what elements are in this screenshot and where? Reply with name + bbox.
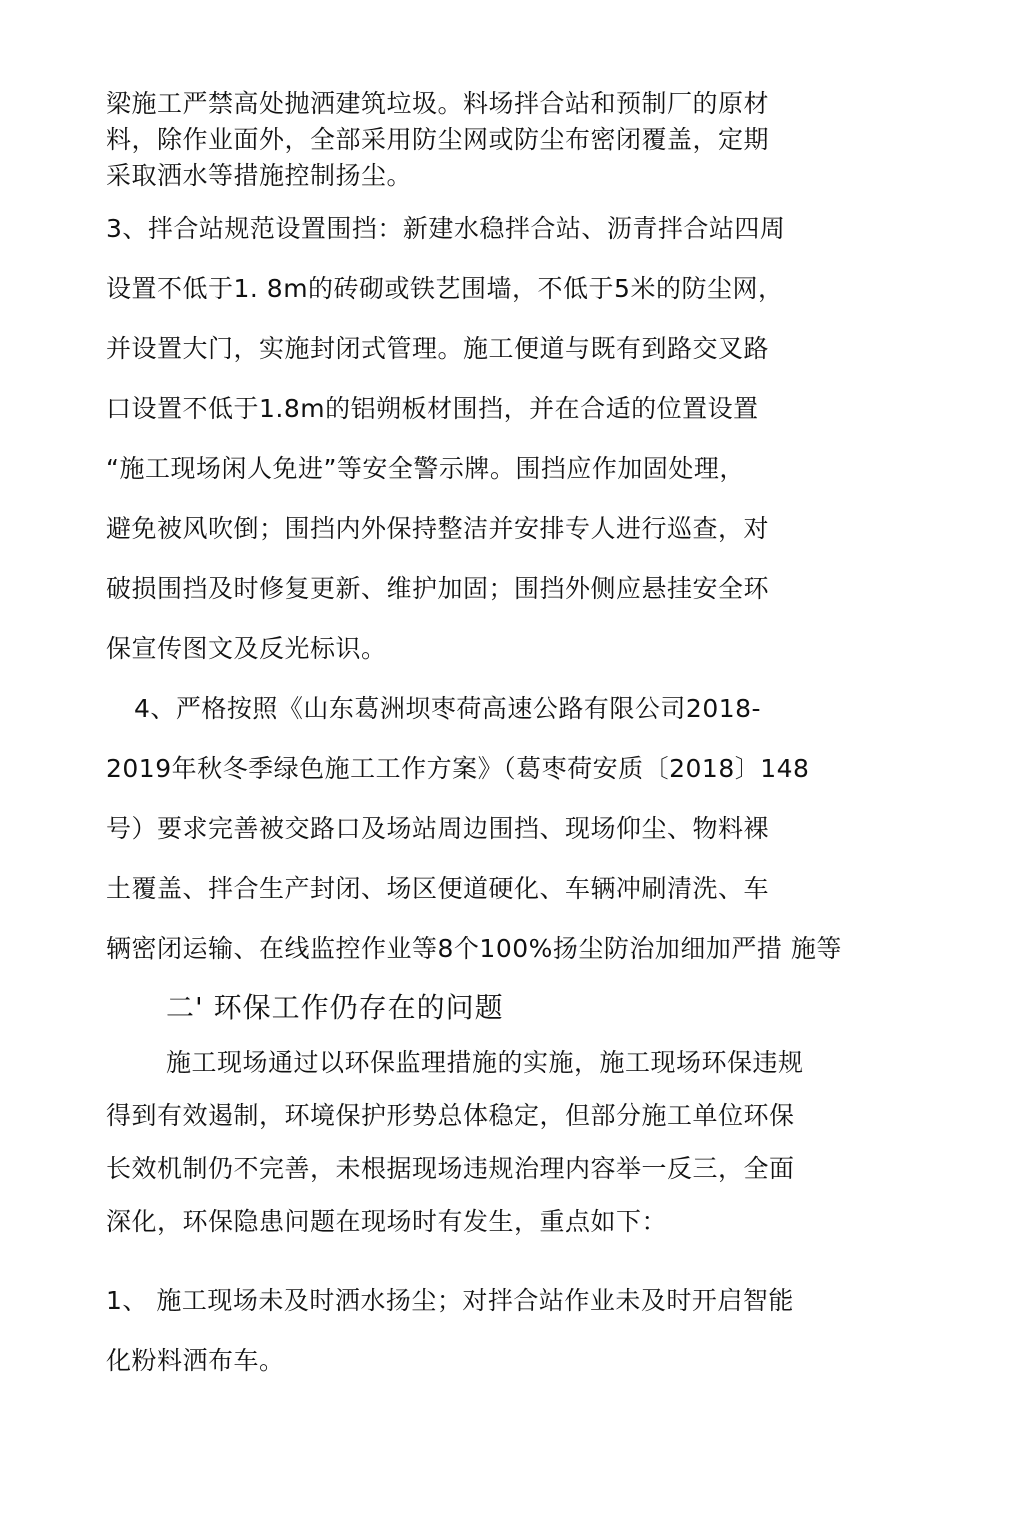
text-line: 深化，环保隐患问题在现场时有发生，重点如下： bbox=[106, 1207, 668, 1236]
text-line: 设置不低于1. 8m的砖砌或铁艺围墙，不低于5米的防尘网， bbox=[106, 274, 784, 303]
section-heading: 二' 环保工作仍存在的问题 bbox=[166, 991, 504, 1024]
text-line: 辆密闭运输、在线监控作业等8个100%扬尘防治加细加严措 施等 bbox=[106, 934, 842, 963]
text-line: 梁施工严禁高处抛洒建筑垃圾。料场拌合站和预制厂的原材 bbox=[106, 89, 770, 118]
text-line: 保宣传图文及反光标识。 bbox=[106, 634, 387, 663]
text-line: 料，除作业面外，全部采用防尘网或防尘布密闭覆盖，定期 bbox=[106, 125, 770, 154]
text-line: 口设置不低于1.8m的铝朔板材围挡，并在合适的位置设置 bbox=[106, 394, 759, 423]
text-line: “施工现场闲人免进”等安全警示牌。围挡应作加固处理， bbox=[106, 454, 745, 483]
text-line: 4、严格按照《山东葛洲坝枣荷高速公路有限公司2018- bbox=[134, 694, 762, 723]
text-line: 土覆盖、拌合生产封闭、场区便道硬化、车辆冲刷清洗、车 bbox=[106, 874, 770, 903]
text-line: 得到有效遏制，环境保护形势总体稳定，但部分施工单位环保 bbox=[106, 1101, 795, 1130]
text-line: 1、 施工现场未及时洒水扬尘；对拌合站作业未及时开启智能 bbox=[106, 1286, 794, 1315]
text-line: 施工现场通过以环保监理措施的实施，施工现场环保违规 bbox=[166, 1048, 804, 1077]
text-line: 号）要求完善被交路口及场站周边围挡、现场仰尘、物料裸 bbox=[106, 814, 770, 843]
text-line: 化粉料洒布车。 bbox=[106, 1346, 285, 1375]
text-line: 破损围挡及时修复更新、维护加固；围挡外侧应悬挂安全环 bbox=[106, 574, 770, 603]
text-line: 3、拌合站规范设置围挡：新建水稳拌合站、沥青拌合站四周 bbox=[106, 214, 786, 243]
text-line: 长效机制仍不完善，未根据现场违规治理内容举一反三，全面 bbox=[106, 1154, 795, 1183]
text-line: 避免被风吹倒；围挡内外保持整洁并安排专人进行巡查，对 bbox=[106, 514, 770, 543]
text-line: 2019年秋冬季绿色施工工作方案》（葛枣荷安质〔2018〕148 bbox=[106, 754, 810, 783]
text-line: 并设置大门，实施封闭式管理。施工便道与既有到路交叉路 bbox=[106, 334, 770, 363]
text-line: 采取洒水等措施控制扬尘。 bbox=[106, 161, 413, 190]
